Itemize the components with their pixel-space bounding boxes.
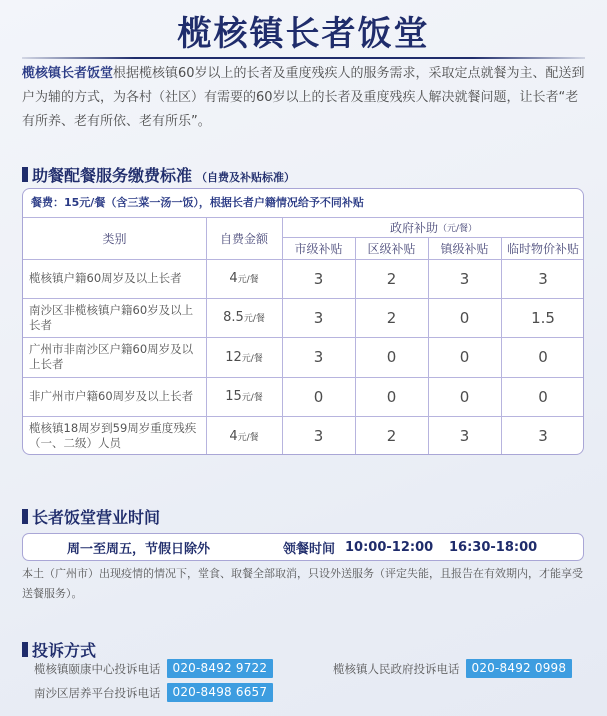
contact-label: 榄核镇人民政府投诉电话: [333, 661, 460, 676]
contact-label: 南沙区居养平台投诉电话: [34, 685, 161, 700]
row-city: 3: [313, 348, 324, 366]
header-gov-subsidy: [282, 218, 584, 237]
row-category: 榄核镇户籍60周岁及以上长者: [29, 271, 182, 285]
row-city: 0: [313, 387, 324, 406]
row-town: 0: [459, 387, 470, 406]
header-gov-subsidy-unit: （元/餐）: [437, 224, 478, 234]
pickup-label: 领餐时间: [283, 541, 336, 557]
fee-table-caption: 餐费：15元/餐（含三菜一汤一饭），根据长者户籍情况给予不同补贴: [23, 189, 583, 218]
phone-number[interactable]: 020-8492 9722: [167, 659, 274, 678]
phone-number[interactable]: 020-8498 6657: [167, 683, 274, 702]
header-temp-price: 临时物价补贴: [506, 241, 579, 256]
intro-brand: 榄核镇长者饭堂: [22, 66, 114, 81]
row-district: 2: [386, 308, 397, 327]
unit-label: 元/餐: [237, 275, 259, 285]
complaint-section-heading: [22, 638, 96, 661]
row-self-pay: [206, 337, 282, 377]
row-city: 3: [313, 269, 324, 288]
unit-label: 元/餐: [237, 432, 259, 443]
row-category: 广州市非南沙区户籍60周岁及以上长者: [29, 342, 194, 371]
hours-section-heading: [22, 505, 160, 528]
hours-box: [22, 533, 584, 561]
row-town: 0: [459, 308, 470, 327]
row-district: 0: [386, 348, 397, 366]
section-bar-icon: [22, 642, 28, 657]
row-city: 3: [313, 308, 324, 327]
opening-days: 周一至周五，节假日除外: [67, 541, 211, 557]
self-pay-value: 12: [225, 349, 242, 365]
page-title: 榄核镇长者饭堂: [177, 14, 430, 54]
row-temp-price: 3: [538, 427, 548, 445]
fee-table: [22, 188, 584, 455]
row-self-pay: [206, 416, 282, 455]
row-self-pay: [206, 377, 282, 416]
row-temp-price: 0: [538, 387, 548, 406]
row-category: 榄核镇18周岁到59周岁重度残疾（一、二级）人员: [29, 421, 197, 450]
unit-label: 元/餐: [241, 353, 263, 364]
intro-text: 根据榄核镇60岁以上的长者及重度残疾人的服务需求，采取定点就餐为主、配送到户为辅的方式，为各村（社区）有需要的60岁以上的长者及重度残疾人解决就餐问题，让长者“老有所养、老有所依、老有所乐”。: [22, 66, 585, 129]
header-category: 类别: [102, 232, 127, 246]
header-city: 市级补贴: [294, 241, 343, 256]
row-temp-price: 0: [538, 348, 548, 366]
contact-row: [34, 659, 273, 678]
self-pay-value: 4: [229, 428, 238, 444]
phone-number[interactable]: 020-8492 0998: [466, 659, 573, 678]
pickup-slot-afternoon: 16:30-18:00: [449, 539, 538, 555]
contact-row: [34, 683, 273, 702]
pickup-slot-morning: 10:00-12:00: [345, 539, 434, 555]
header-town: 镇级补贴: [440, 241, 489, 256]
self-pay-value: 4: [229, 271, 238, 286]
complaint-section-title: 投诉方式: [32, 641, 97, 660]
row-category: 南沙区非榄核镇户籍60岁及以上长者: [29, 302, 194, 332]
row-town: 0: [459, 348, 470, 366]
header-self-pay: 自费金额: [219, 232, 268, 246]
fee-section-heading: [22, 163, 295, 186]
epidemic-note: 本土（广州市）出现疫情的情况下，堂食、取餐全部取消，只设外送服务（评定失能，且报告在有效期内，才能享受送餐服务）。: [22, 567, 583, 600]
contact-row: [333, 659, 572, 678]
section-bar-icon: [22, 167, 28, 182]
row-town: 3: [459, 269, 470, 288]
intro-paragraph: [22, 62, 587, 134]
row-district: 2: [386, 269, 397, 288]
row-city: 3: [313, 427, 324, 445]
row-temp-price: 3: [538, 269, 548, 288]
self-pay-value: 15: [225, 389, 242, 404]
fee-section-title: 助餐配餐服务缴费标准: [32, 166, 193, 185]
header-district: 区级补贴: [367, 241, 416, 256]
hours-section-title: 长者饭堂营业时间: [32, 508, 161, 527]
row-self-pay: [206, 298, 282, 337]
row-temp-price: 1.5: [531, 308, 555, 327]
contact-label: 榄核镇颐康中心投诉电话: [34, 661, 161, 676]
row-district: 2: [386, 427, 397, 445]
section-bar-icon: [22, 509, 28, 524]
row-category: 非广州市户籍60周岁及以上长者: [29, 389, 194, 403]
title-divider: [22, 57, 585, 59]
row-town: 3: [459, 427, 470, 445]
header-gov-subsidy-label: 政府补助: [389, 221, 438, 235]
unit-label: 元/餐: [241, 393, 263, 403]
row-self-pay: [206, 259, 282, 298]
unit-label: 元/餐: [243, 314, 265, 324]
fee-section-subtitle: （自费及补贴标准）: [196, 171, 296, 184]
self-pay-value: 8.5: [223, 310, 244, 325]
row-district: 0: [386, 387, 397, 406]
